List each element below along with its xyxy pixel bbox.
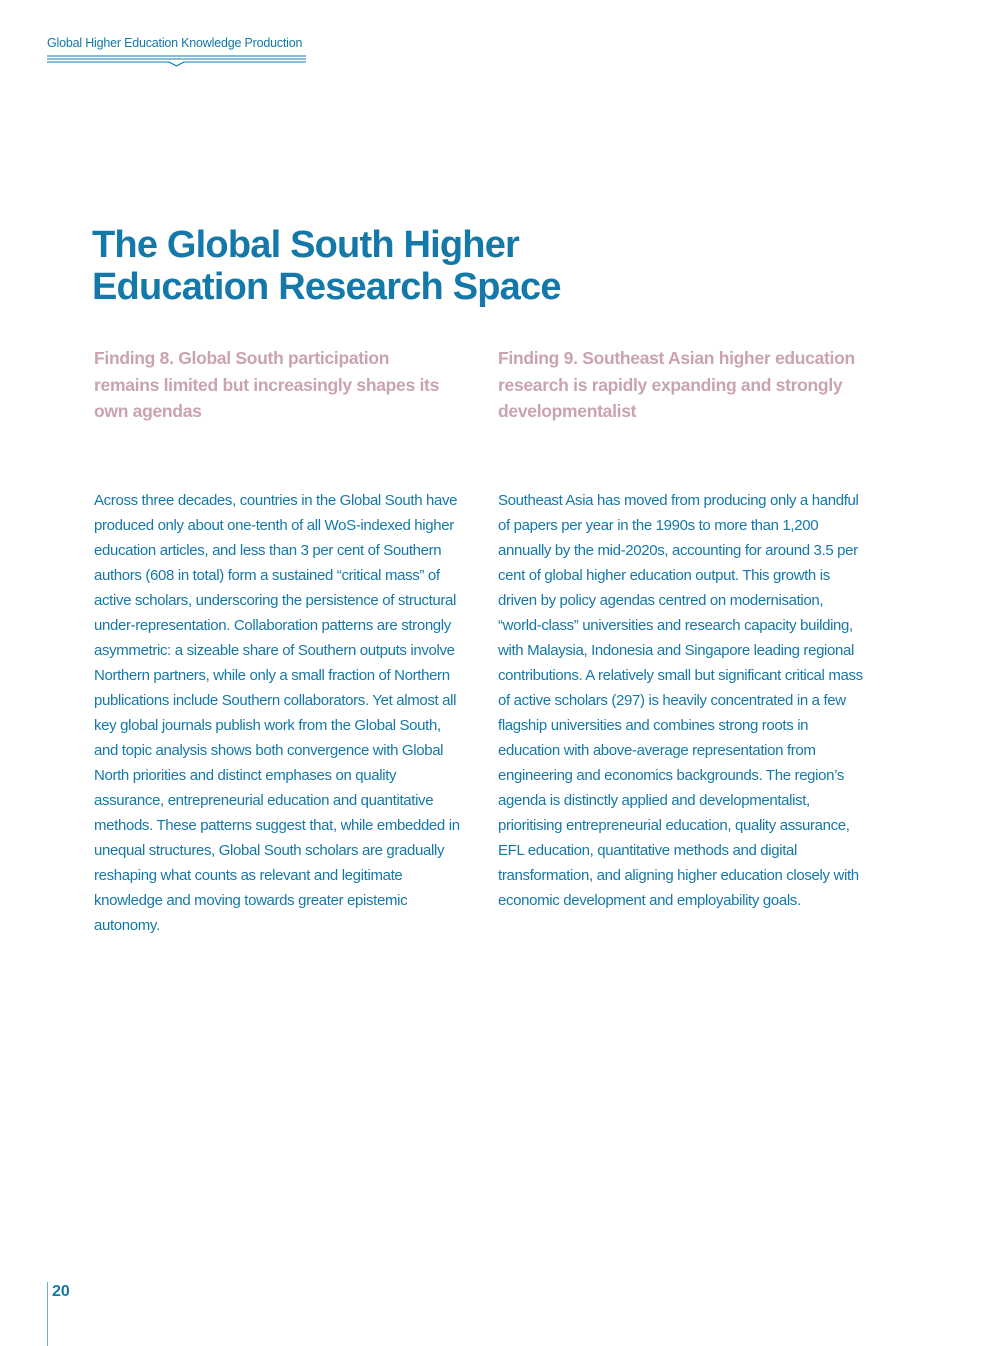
page-title — [92, 224, 652, 308]
page-title-line-2: Education Research Space — [92, 266, 561, 308]
finding-9-heading: Finding 9. Southeast Asian higher education research is rapidly expanding and strongly developmentalist — [498, 348, 855, 421]
header-rule-ornament — [47, 55, 306, 67]
page-title-line-1: The Global South Higher — [92, 224, 520, 266]
finding-8-heading: Finding 8. Global South participation remains limited but increasingly shapes its own agendas — [94, 348, 439, 421]
finding-8-body: Across three decades, countries in the Global South have produced only about one-tenth of all WoS-indexed higher education articles, and less than 3 per cent of Southern authors (608 in total) form a sustained “critical mass” of active scholars, underscoring the persistence of structural under-representation. Collaboration patterns are strongly asymmetric: a sizeable share of Southern outputs involve Northern partners, while only a small fraction of Northern publications include Southern collaborators. Yet almost all key global journals publish work from the Global South, and topic analysis shows both convergence with Global North priorities and distinct emphases on quality assurance, entrepreneurial education and quantitative methods. These patterns suggest that, while embedded in unequal structures, Global South scholars are gradually reshaping what counts as relevant and legitimate knowledge and moving towards greater epistemic autonomy. — [94, 492, 460, 934]
finding-9-body: Southeast Asia has moved from producing only a handful of papers per year in the 1990s to more than 1,200 annually by the mid-2020s, accounting for around 3.5 per cent of global higher education output. This growth is driven by policy agendas centred on modernisation, “world-class” universities and research capacity building, with Malaysia, Indonesia and Singapore leading regional contributions. A relatively small but significant critical mass of active scholars (297) is heavily concentrated in a few flagship universities and combines strong roots in education with above-average representation from engineering and economics backgrounds. The region’s agenda is distinctly applied and developmentalist, prioritising entrepreneurial education, quality assurance, EFL education, quantitative methods and digital transformation, and aligning higher education closely with economic development and employability goals. — [498, 492, 863, 909]
footer-vertical-rule — [47, 1282, 48, 1346]
page-number: 20 — [52, 1283, 70, 1300]
running-header-title: Global Higher Education Knowledge Production — [47, 36, 303, 50]
